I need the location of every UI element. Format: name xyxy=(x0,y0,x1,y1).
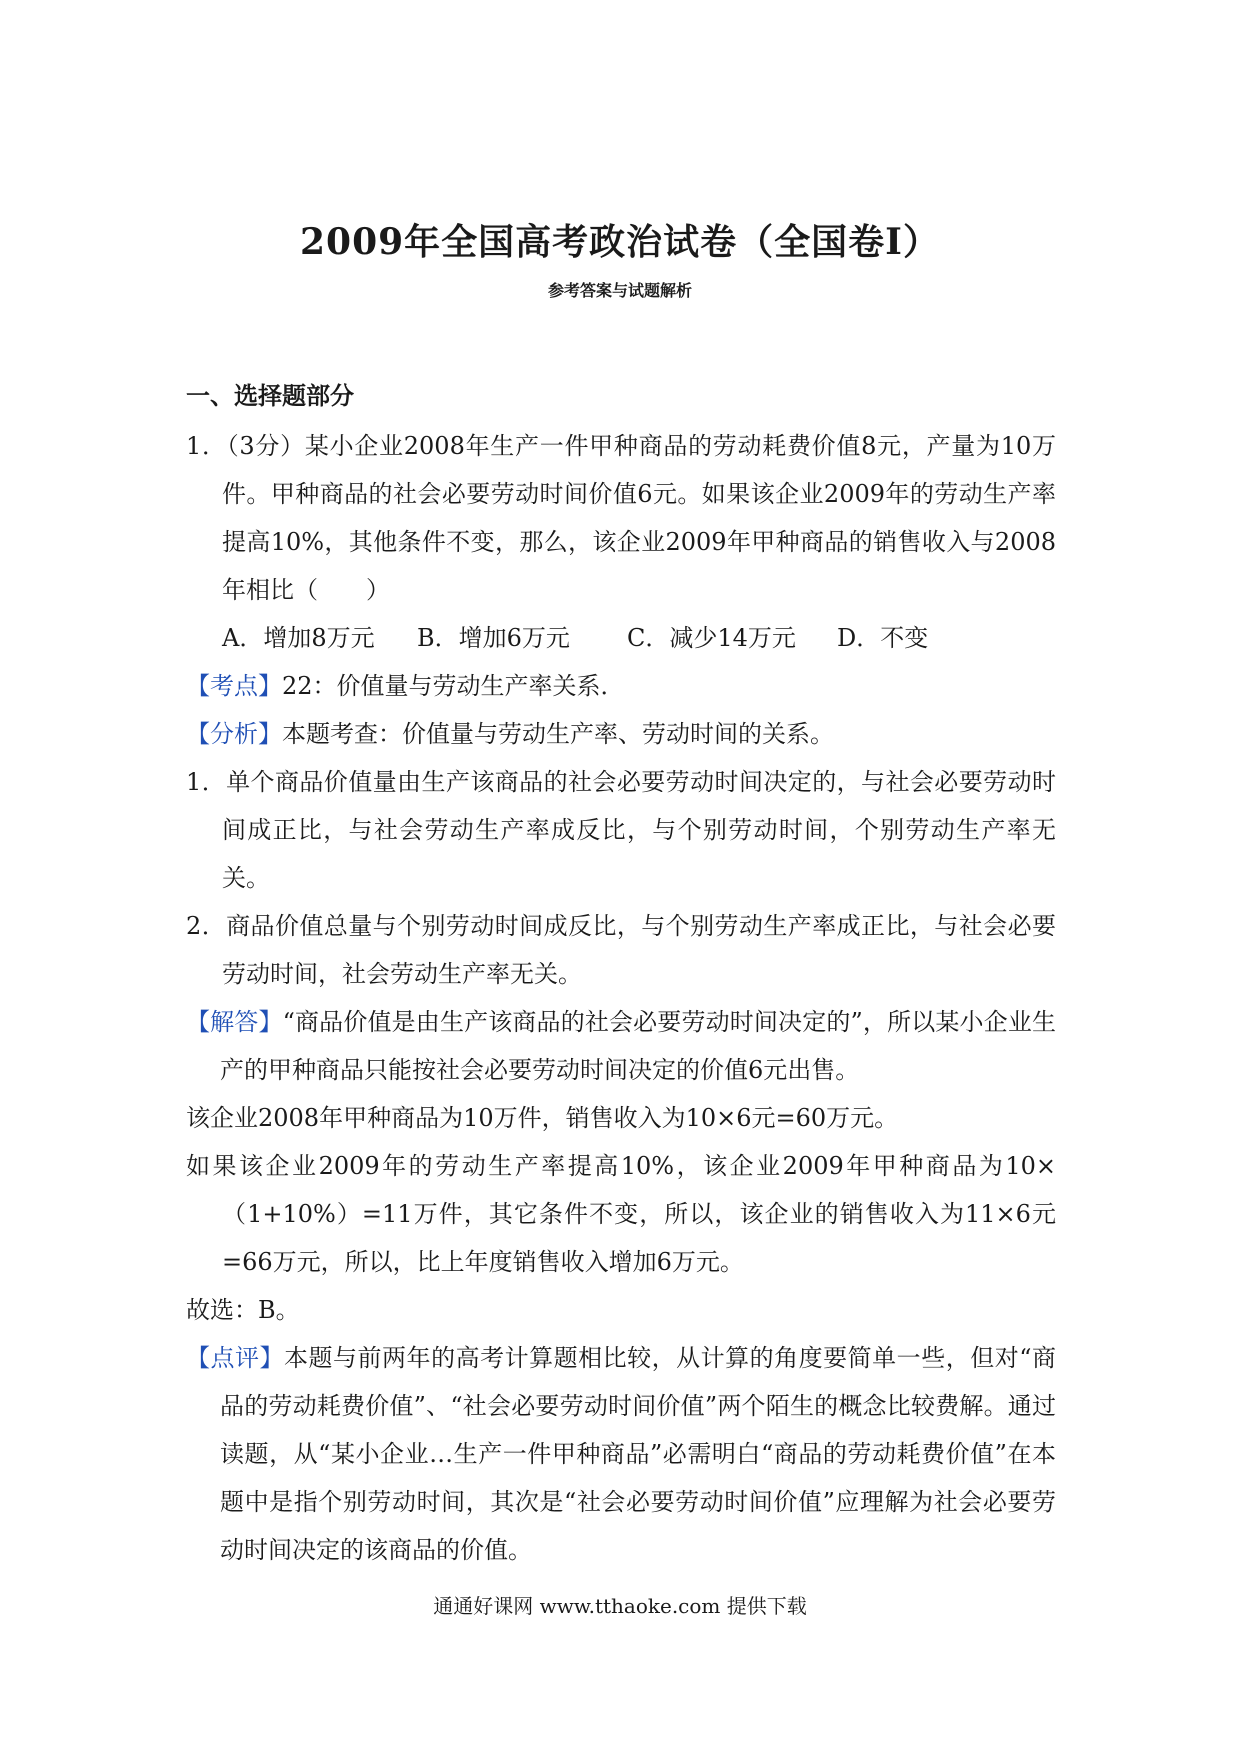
fenxi-text: 本题考查：价值量与劳动生产率、劳动时间的关系。 xyxy=(282,720,834,748)
question-text: 1．（3分）某小企业2008年生产一件甲种商品的劳动耗费价值8元，产量为10万件。甲种商品的社会必要劳动时间价值6元。如果该企业2009年的劳动生产率提高10%，其他条件不变，那么，该企业2009年甲种商品的销售收入与2008年相比（ ） xyxy=(186,432,1056,604)
option-b: B．增加6万元 xyxy=(417,624,570,652)
dianping-paragraph xyxy=(186,1334,1056,1574)
answer-choice: 故选：B。 xyxy=(186,1296,300,1324)
analysis-point-2: 2．商品价值总量与个别劳动时间成反比，与个别劳动生产率成正比，与社会必要劳动时间，社会劳动生产率无关。 xyxy=(186,912,1056,988)
fenxi-tag: 【分析】 xyxy=(186,720,282,748)
dianping-tag: 【点评】 xyxy=(186,1344,285,1372)
section-heading: 一、选择题部分 xyxy=(186,381,354,410)
jieda-text: “商品价值是由生产该商品的社会必要劳动时间决定的”，所以某小企业生产的甲种商品只能按社会必要劳动时间决定的价值6元出售。 xyxy=(220,1008,1056,1084)
page-title: 2009年全国高考政治试卷（全国卷I） xyxy=(299,221,941,263)
analysis-point-1: 1．单个商品价值量由生产该商品的社会必要劳动时间决定的，与社会必要劳动时间成正比，与社会劳动生产率成反比，与个别劳动时间，个别劳动生产率无关。 xyxy=(186,768,1056,892)
kaodian-tag: 【考点】 xyxy=(186,672,282,700)
calculation-2008: 该企业2008年甲种商品为10万件，销售收入为10×6元=60万元。 xyxy=(186,1104,899,1132)
document-body xyxy=(186,372,1056,1574)
jieda-paragraph xyxy=(186,998,1056,1094)
option-a: A．增加8万元 xyxy=(222,624,375,652)
option-c: C．减少14万元 xyxy=(627,624,796,652)
answer-options xyxy=(186,614,1056,662)
page-footer: 通通好课网 www.tthaoke.com 提供下载 xyxy=(433,1594,807,1618)
calculation-2009: 如果该企业2009年的劳动生产率提高10%，该企业2009年甲种商品为10×（1+10%）=11万件，其它条件不变，所以，该企业的销售收入为11×6元=66万元，所以，比上年度销售收入增加6万元。 xyxy=(186,1152,1056,1276)
option-d: D．不变 xyxy=(837,624,929,652)
dianping-text: 本题与前两年的高考计算题相比较，从计算的角度要简单一些，但对“商品的劳动耗费价值”、“社会必要劳动时间价值”两个陌生的概念比较费解。通过读题，从“某小企业…生产一件甲种商品”必需明白“商品的劳动耗费价值”在本题中是指个别劳动时间，其次是“社会必要劳动时间价值”应理解为社会必要劳动时间决定的该商品的价值。 xyxy=(220,1344,1056,1564)
jieda-tag: 【解答】 xyxy=(186,1008,283,1036)
page-subtitle: 参考答案与试题解析 xyxy=(547,281,692,300)
kaodian-text: 22：价值量与劳动生产率关系． xyxy=(282,672,625,700)
fenxi-paragraph xyxy=(186,710,1056,758)
kaodian-paragraph xyxy=(186,662,1056,710)
